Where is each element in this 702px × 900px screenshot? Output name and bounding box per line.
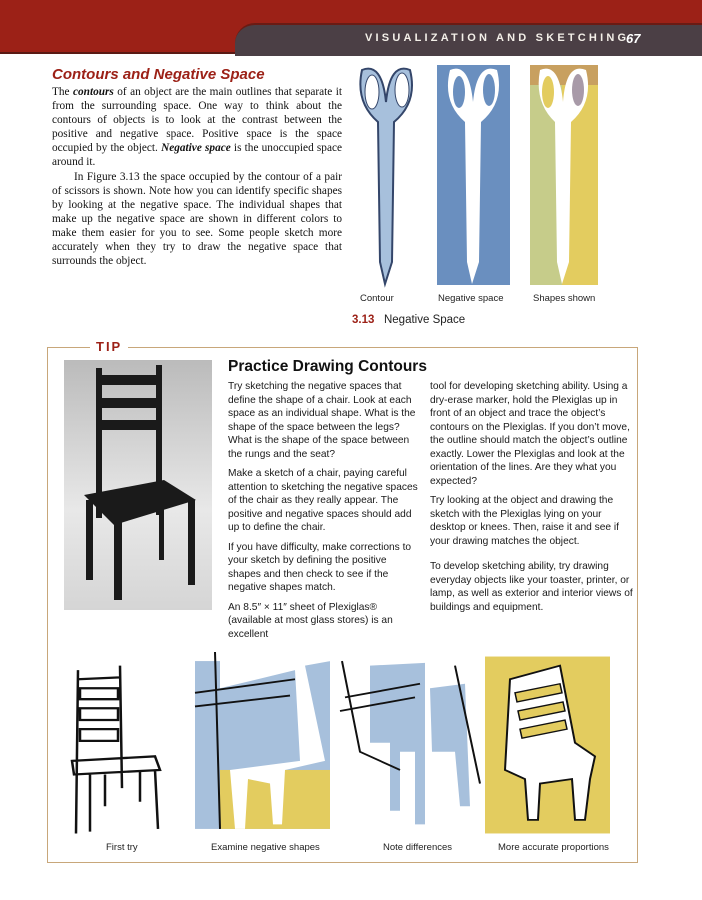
tip-paragraph: tool for developing sketching ability. Using a dry-erase marker, hold the Plexiglas up in front of an object and trace the object’s contours on the Plexiglas. If you don’t move, the outline should match the object’s outline exactly. Lower the Plexiglas and look at the orientation of the lines. Are they what you expected?: [430, 381, 630, 487]
sketch-note-differences: [340, 661, 480, 824]
tip-paragraph: Try looking at the object and drawing the sketch with the Plexiglas lying on your desktop or knees. Then, raise it and see if your drawing matches the object.: [430, 495, 619, 547]
tip-heading: Practice Drawing Contours: [228, 358, 427, 375]
paragraph-1: [52, 85, 342, 170]
scissors-shapes-shown: [530, 65, 598, 285]
text: of an object are the main outlines that separate it from the surrounding space. One way to think about the contours of objects is to look at the contrast between the positive and negative space. Positive space is the space occupied by the object.: [52, 86, 342, 155]
scissors-negative-space: [437, 65, 510, 285]
text: The: [52, 86, 73, 98]
tip-paragraph: To develop sketching ability, try drawing everyday objects like your toaster, printer, or lamp, as well as exterior and interior views of buildings and equipment.: [430, 561, 633, 613]
text: is the unoccupied space around it.: [52, 142, 342, 169]
sketch-more-accurate-proportions: [485, 657, 610, 834]
running-title: VISUALIZATION AND SKETCHING: [365, 32, 630, 44]
caption-examine-negative-shapes: Examine negative shapes: [211, 842, 320, 853]
sketch-examine-negative-shapes: [195, 652, 330, 829]
caption-negative-space: Negative space: [438, 293, 504, 304]
tip-paragraph: Make a sketch of a chair, paying careful attention to sketching the negative spaces of the chair as they really appear. The positive and negative spaces should add up to define the chair.: [228, 468, 418, 533]
paragraph-2: In Figure 3.13 the space occupied by the contour of a pair of scissors is shown. Note how you can identify specific shapes by looking at the negative space. The individual shapes that make up the negative space are shown in different colors to make them easier for you to see. Some people sketch more accurately when they try to draw the negative space that surrounds the object.: [52, 170, 342, 268]
section-title: Contours and Negative Space: [52, 66, 265, 83]
tip-paragraph: Try sketching the negative spaces that define the shape of a chair. Look at each space as an individual shape. What is the shape of the space between the legs? What is the shape of the space between the rungs and the seat?: [228, 381, 416, 460]
scissors-figure: [350, 62, 610, 292]
caption-shapes-shown: Shapes shown: [533, 293, 596, 304]
page-number: 67: [626, 31, 641, 46]
caption-note-differences: Note differences: [383, 842, 453, 853]
term-negative-space: Negative space: [161, 142, 231, 155]
tip-column-2: [430, 380, 635, 620]
chair-sketches: [60, 652, 630, 838]
caption-contour: Contour: [360, 293, 394, 304]
body-text: [52, 85, 342, 268]
figure-caption: [352, 314, 465, 326]
chair-photo: [64, 360, 212, 610]
term-contours: contours: [73, 86, 114, 98]
tip-column-1: [228, 380, 422, 647]
tip-label: TIP: [90, 339, 128, 354]
tip-paragraph: An 8.5″ × 11″ sheet of Plexiglas® (available at most glass stores) is an excellent: [228, 601, 393, 640]
caption-more-accurate-proportions: More accurate proportions: [498, 842, 609, 853]
header-band-left: [0, 36, 240, 54]
figure-title: Negative Space: [383, 314, 466, 326]
scissors-contour: [360, 69, 412, 284]
sketch-first-try: [72, 666, 160, 834]
caption-first-try: First try: [106, 842, 138, 853]
figure-number: 3.13: [352, 314, 375, 326]
tip-paragraph: If you have difficulty, make corrections to your sketch by defining the positive shapes and then check to see if the negative shapes match.: [228, 541, 412, 593]
